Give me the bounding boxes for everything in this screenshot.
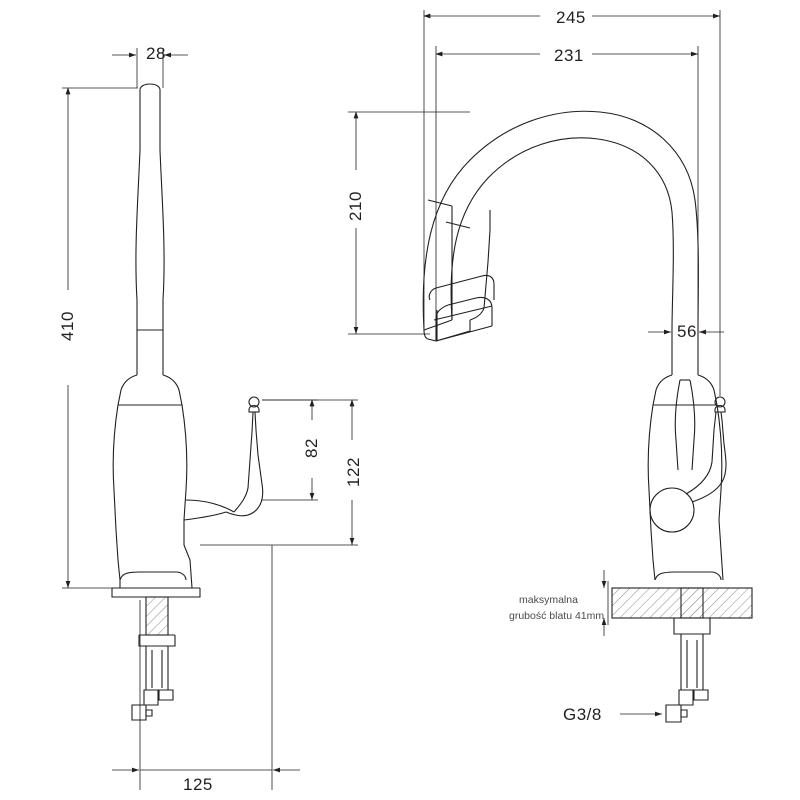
dim-handle-height-82: 82 <box>302 438 321 458</box>
thread-spec-label: G3/8 <box>563 705 602 724</box>
left-dimension-lines <box>62 48 358 790</box>
countertop-thickness-note-line2: grubość blatu 41mm <box>509 610 605 622</box>
dim-handle-reach-122: 122 <box>344 457 363 487</box>
dim-spout-width-28: 28 <box>146 44 166 63</box>
dim-overall-reach-245: 245 <box>556 8 586 27</box>
left-faucet-outline <box>112 84 263 720</box>
dim-total-height-410: 410 <box>58 311 77 341</box>
countertop-thickness-note-line1: maksymalna <box>519 594 578 606</box>
dim-base-width-125: 125 <box>183 775 213 794</box>
right-faucet-outline <box>423 111 752 722</box>
dim-spout-reach-231: 231 <box>554 46 584 65</box>
dim-spout-height-210: 210 <box>346 191 365 221</box>
dim-body-width-56: 56 <box>677 322 697 341</box>
